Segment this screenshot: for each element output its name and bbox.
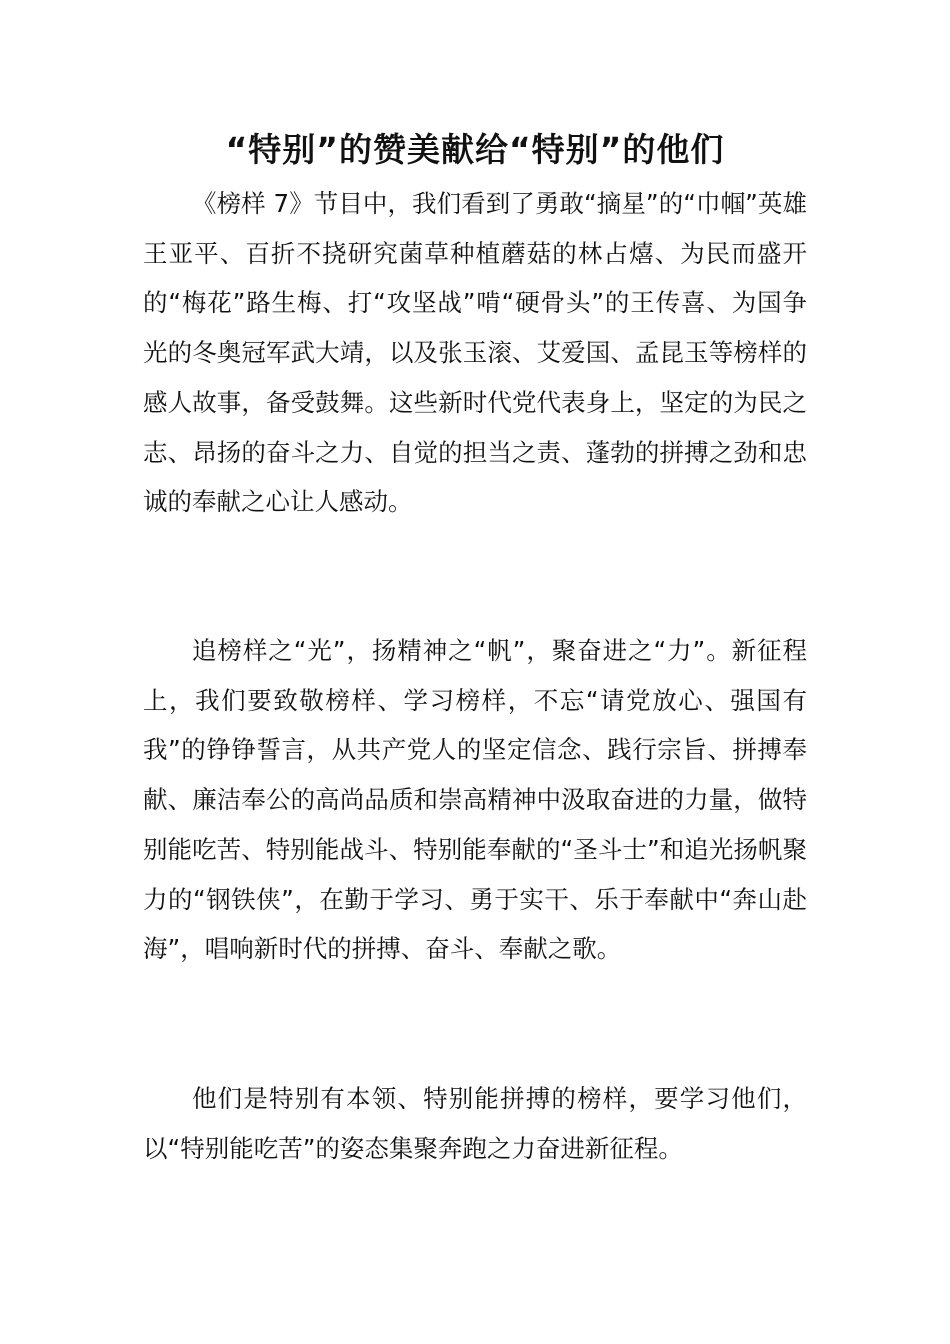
document-title: “特别”的赞美献给“特别”的他们 <box>225 130 725 169</box>
paragraph-1: 《榜样 7》节目中，我们看到了勇敢“摘星”的“巾帼”英雄王亚平、百折不挠研究菌草种植蘑菇的林占熺、为民而盛开的“梅花”路生梅、打“攻坚战”啃“硬骨头”的王传喜、为国争光的冬奥冠军武大靖，以及张玉滚、艾爱国、孟昆玉等榜样的感人故事，备受鼓舞。这些新时代党代表身上，坚定的为民之志、昂扬的奋斗之力、自觉的担当之责、蓬勃的拼搏之劲和忠诚的奉献之心让人感动。 <box>143 189 807 517</box>
paragraph-2: 追榜样之“光”，扬精神之“帆”，聚奋进之“力”。新征程上，我们要致敬榜样、学习榜样，不忘“请党放心、强国有我”的铮铮誓言，从共产党人的坚定信念、践行宗旨、拼搏奉献、廉洁奉公的高尚品质和崇高精神中汲取奋进的力量，做特别能吃苦、特别能战斗、特别能奉献的“圣斗士”和追光扬帆聚力的“钢铁侠”，在勤于学习、勇于实干、乐于奉献中“奔山赴海”，唱响新时代的拼搏、奋斗、奉献之歌。 <box>143 636 807 964</box>
paragraph-3: 他们是特别有本领、特别能拼搏的榜样，要学习他们，以“特别能吃苦”的姿态集聚奔跑之力奋进新征程。 <box>143 1084 807 1163</box>
